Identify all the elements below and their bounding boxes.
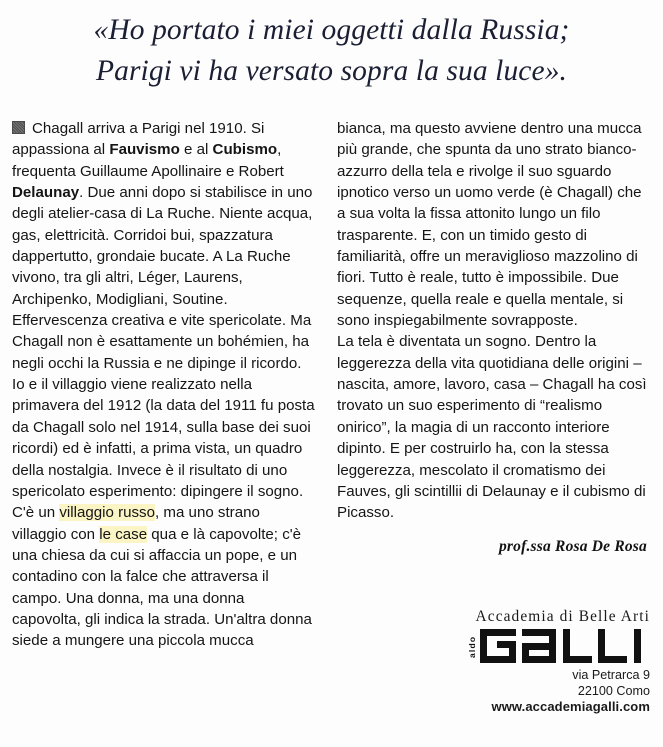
square-bullet-icon xyxy=(12,121,25,134)
logo-wordmark-row xyxy=(437,629,652,663)
galli-wordmark-icon xyxy=(480,629,652,663)
address-street: via Petrarca 9 xyxy=(572,668,650,682)
right-column-paragraph-1: bianca, ma questo avviene dentro una mucca più grande, che spunta da uno strato bianco-azzurro della tela e rivolge il suo sguardo ipnotico verso un uomo verde (è Chagall) che a sua volta la fissa attonito lungo un filo trasparente. E, con un timido gesto di familiarità, offre un meraviglioso mazzolino di fiori. Tutto è reale, tutto è impossibile. Due sequenze, quella reale e quella mentale, si sono inspiegabilmente sovrapposte. xyxy=(337,120,642,330)
headline-line-1: «Ho portato i miei oggetti dalla Russia; xyxy=(93,14,570,46)
left-column-text xyxy=(12,120,315,649)
aldo-rotated-mark: aldo xyxy=(467,635,477,659)
text-run: e al xyxy=(179,141,213,159)
highlighted-text: villaggio russo xyxy=(59,504,155,522)
right-column-paragraph-2: La tela è diventata un sogno. Dentro la leggerezza della vita quotidiana delle origini – nascita, amore, lavoro, casa – Chagall ha così trovato un suo esperimento di “realismo onirico”, la magia di un racconto interiore dipinto. E per costruirlo ha, con la stessa leggerezza, mescolato il cromatismo dei Fauves, gli scintillii di Delaunay e il cubismo di Picasso. xyxy=(337,333,647,522)
text-run: qua e là capovolte; c'è una chiesa da cui si affaccia un pope, e un contadino con la falce che attraversa il campo. Una donna, ma una donna capovolta, gli indica la strada. Un'altra donna siede a mungere una piccola mucca xyxy=(12,525,312,650)
left-text-column xyxy=(12,118,315,652)
text-run: , ma uno strano villaggio con xyxy=(12,504,260,543)
text-run: Chagall arriva a Parigi nel 1910. Si appassiona al xyxy=(12,120,265,159)
academy-name-line: Accademia di Belle Arti xyxy=(475,608,650,625)
website-url[interactable]: www.accademiagalli.com xyxy=(491,699,650,714)
headline-line-2: Parigi vi ha versato sopra la sua luce». xyxy=(95,55,568,87)
left-column-paragraph xyxy=(12,118,315,652)
right-text-column xyxy=(337,118,647,524)
text-run: , frequenta Guillaume Apollinaire e Robert xyxy=(12,141,284,180)
page-headline xyxy=(0,10,663,92)
logo-address xyxy=(437,668,652,715)
highlighted-text: le case xyxy=(99,525,148,543)
address-city: 22100 Como xyxy=(577,683,650,698)
author-signature: prof.ssa Rosa De Rosa xyxy=(498,538,647,555)
text-run: . Due anni dopo si stabilisce in uno degli atelier-casa di La Ruche. Niente acqua, gas, elettricità. Corridoi bui, spazzatura dappertutto, grondaie bucate. A La Ruche vivono, tra gli altri, Léger, Laurens, Archipenko, Modigliani, Soutine. Effervescenza creativa e vite spericolate. Ma Chagall non è esattamente un bohémien, ha negli occhi la Russia e ne dipinge il ricordo. Io e il villaggio viene realizzato nella primavera del 1912 (la data del 1911 fu posta da Chagall solo nel 1914, sulla base dei suoi ricordi) ed è infatti, a prima vista, un quadro della nostalgia. Invece è il risultato di uno spericolato esperimento: dipingere il sogno. C'è un xyxy=(12,184,315,522)
emphasis-term: Fauvismo xyxy=(109,141,180,159)
emphasis-term: Cubismo xyxy=(212,141,278,159)
institution-logo-block xyxy=(437,608,652,715)
emphasis-term: Delaunay xyxy=(12,184,80,202)
